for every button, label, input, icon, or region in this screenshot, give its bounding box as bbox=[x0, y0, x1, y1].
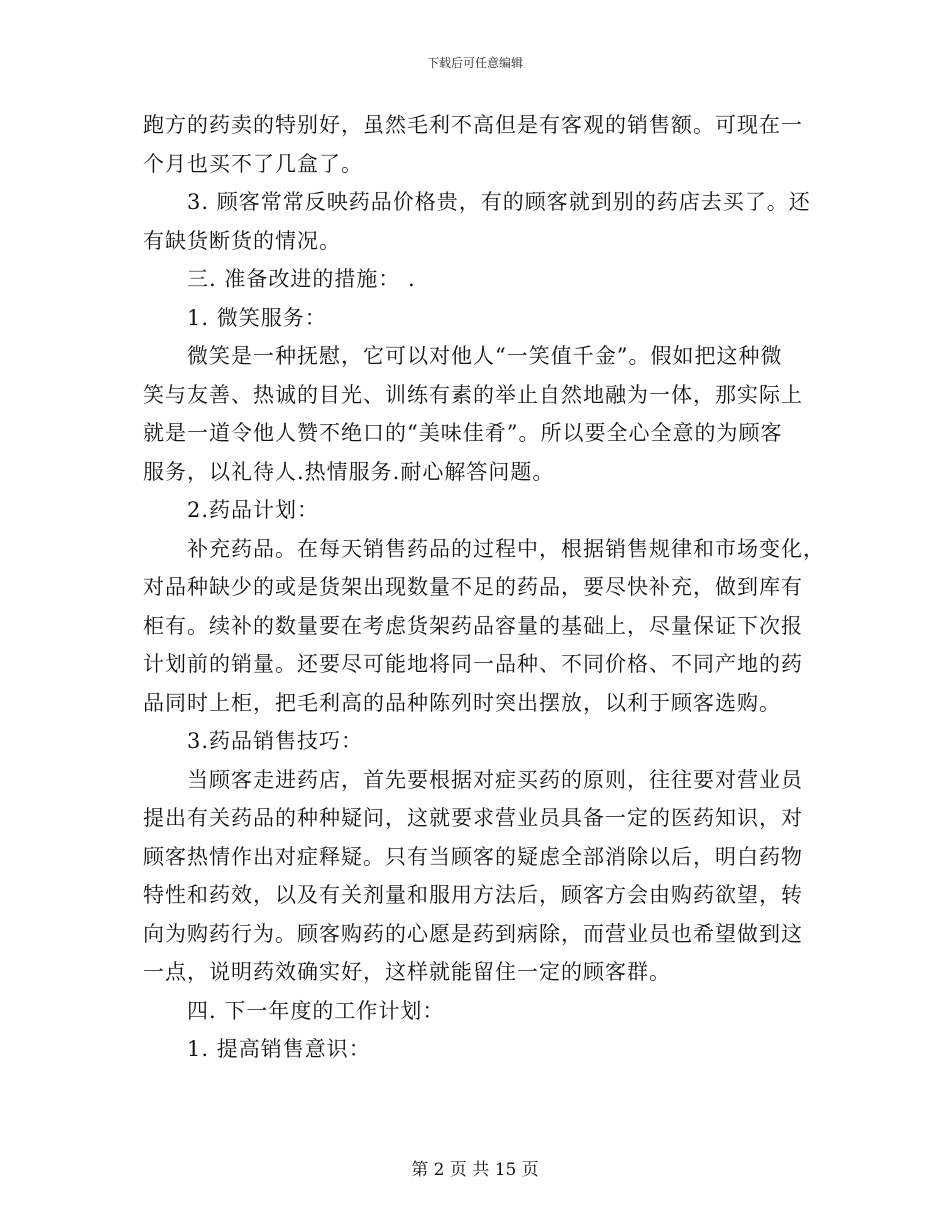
text-line: 计划前的销量。还要尽可能地将同一品种、不同价格、不同产地的药 bbox=[143, 652, 803, 676]
text-line: 提出有关药品的种种疑问，这就要求营业员具备一定的医药知识，对 bbox=[143, 806, 803, 830]
text-line: 当顾客走进药店，首先要根据对症买药的原则，往往要对营业员 bbox=[187, 767, 803, 792]
text-line: 向为购药行为。顾客购药的心愿是药到病除，而营业员也希望做到这 bbox=[143, 921, 803, 946]
text-line: 顾客热情作出对症释疑。只有当顾客的疑虑全部消除以后，明白药物 bbox=[143, 844, 803, 869]
text-line: 补充药品。在每天销售药品的过程中，根据销售规律和市场变化， bbox=[187, 536, 825, 561]
text-line: 3. 顾客常常反映药品价格贵，有的顾客就到别的药店去买了。还 bbox=[187, 190, 811, 214]
text-line: 3.药品销售技巧： bbox=[187, 729, 364, 753]
document-body bbox=[143, 106, 825, 1069]
text-line: 有缺货断货的情况。 bbox=[143, 228, 341, 253]
text-line: 笑与友善、热诚的目光、训练有素的举止自然地融为一体，那实际上 bbox=[143, 382, 803, 407]
page-footer: 第 2 页 共 15 页 bbox=[411, 1160, 539, 1180]
text-line: 1. 微笑服务： bbox=[187, 305, 327, 330]
text-line: 跑方的药卖的特别好，虽然毛利不高但是有客观的销售额。可现在一 bbox=[143, 113, 803, 137]
text-line: 对品种缺少的或是货架出现数量不足的药品，要尽快补充，做到库有 bbox=[143, 575, 803, 599]
text-line: 一点，说明药效确实好，这样就能留住一定的顾客群。 bbox=[143, 960, 671, 984]
text-line: 1. 提高销售意识： bbox=[187, 1037, 371, 1061]
text-line: 个月也买不了几盒了。 bbox=[143, 151, 363, 176]
text-line: 柜有。续补的数量要在考虑货架药品容量的基础上，尽量保证下次报 bbox=[143, 613, 803, 638]
text-line: 服务，以礼待人.热情服务.耐心解答问题。 bbox=[143, 459, 555, 484]
page-header: 下载后可任意编辑 bbox=[426, 56, 523, 70]
text-line: 2.药品计划： bbox=[187, 498, 320, 522]
text-line: 微笑是一种抚慰，它可以对他人“一笑值千金”。假如把这种微 bbox=[187, 344, 783, 368]
text-line: 特性和药效，以及有关剂量和服用方法后，顾客方会由购药欲望，转 bbox=[143, 883, 803, 907]
text-line: 四. 下一年度的工作计划： bbox=[187, 998, 445, 1023]
text-line: 就是一道令他人赞不绝口的“美味佳肴”。所以要全心全意的为顾客 bbox=[143, 421, 783, 445]
text-line: 三. 准备改进的措施： . bbox=[187, 267, 416, 291]
text-line: 品同时上柜，把毛利高的品种陈列时突出摆放，以利于顾客选购。 bbox=[143, 690, 781, 715]
